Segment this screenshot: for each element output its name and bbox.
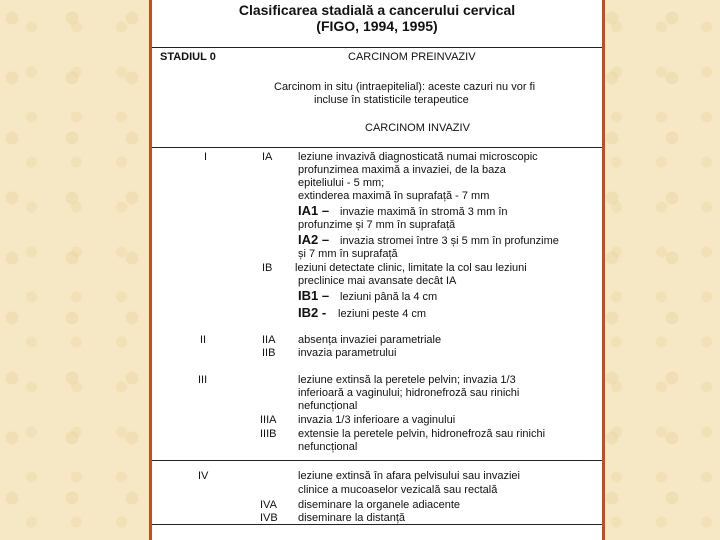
stage2-roman: II bbox=[200, 334, 207, 346]
stage-ib-line: preclinice mai avansate decât IA bbox=[298, 275, 457, 287]
stage3-line: nefuncțional bbox=[298, 400, 358, 412]
stage4-divider bbox=[152, 524, 602, 525]
stage-ia2-text2: și 7 mm în suprafață bbox=[298, 248, 398, 260]
stage-ia2-code: IA2 – bbox=[298, 232, 330, 247]
invasive-header: CARCINOM INVAZIV bbox=[365, 122, 470, 134]
stage3-line: leziune extinsă la peretele pelvin; invazia 1/3 bbox=[298, 374, 516, 386]
stage1-roman: I bbox=[204, 151, 208, 163]
stage-ia-line: epiteliului - 5 mm; bbox=[298, 177, 385, 189]
stage3-divider bbox=[152, 460, 602, 461]
stage4-roman: IV bbox=[198, 470, 209, 482]
document-subtitle: (FIGO, 1994, 1995) bbox=[316, 18, 438, 34]
stage4-line: clinice a mucoaselor vezicală sau rectală bbox=[298, 484, 498, 496]
stage3-line: inferioară a vaginului; hidronefroză sau rinichi bbox=[298, 387, 520, 399]
stage-iva-text: diseminare la organele adiacente bbox=[298, 499, 461, 511]
stage-ia1-text: invazie maximă în stromă 3 mm în bbox=[340, 206, 508, 218]
document-title: Clasificarea stadială a cancerului cervical bbox=[238, 2, 516, 18]
stage-ib2-text: leziuni peste 4 cm bbox=[338, 308, 427, 320]
stage-iia-text: absența invaziei parametriale bbox=[298, 334, 442, 346]
stage-iiib-text: extensie la peretele pelvin, hidronefroză sau rinichi bbox=[298, 428, 546, 440]
stage-iiia-text: invazia 1/3 inferioare a vaginului bbox=[298, 414, 456, 426]
stage0-text-line1: Carcinom in situ (intraepitelial): aceste cazuri nu vor fi bbox=[274, 81, 536, 93]
stage-ia2-text: invazia stromei între 3 și 5 mm în profunzime bbox=[340, 235, 559, 247]
stage0-divider bbox=[152, 147, 602, 148]
stage-iva-code: IVA bbox=[260, 499, 277, 511]
stage-iiib-text2: nefuncțional bbox=[298, 441, 358, 453]
stage-ib1-code: IB1 – bbox=[298, 288, 330, 303]
stage0-label: STADIUL 0 bbox=[160, 51, 216, 63]
stage-iia-code: IIA bbox=[262, 334, 276, 346]
stage-ib-line: leziuni detectate clinic, limitate la col sau leziuni bbox=[295, 262, 527, 274]
stage0-text-line2: incluse în statisticile terapeutice bbox=[314, 94, 469, 106]
stage-ib2-code: IB2 - bbox=[298, 305, 327, 320]
stage-ia1-text2: profunzime și 7 mm în suprafață bbox=[298, 219, 456, 231]
stage3-roman: III bbox=[198, 374, 208, 386]
document-page bbox=[149, 0, 605, 540]
stage-ia-code: IA bbox=[262, 151, 273, 163]
stage-iiib-code: IIIB bbox=[260, 428, 277, 440]
stage-iiia-code: IIIA bbox=[260, 414, 277, 426]
stage4-line: leziune extinsă în afara pelvisului sau invaziei bbox=[298, 470, 520, 482]
title-divider bbox=[152, 47, 602, 48]
stage-ia-line: extinderea maximă în suprafață - 7 mm bbox=[298, 190, 490, 202]
stage-iib-code: IIB bbox=[262, 347, 276, 359]
stage-ivb-text: diseminare la distanță bbox=[298, 512, 406, 524]
stage-ia1-code: IA1 – bbox=[298, 203, 330, 218]
stage0-header: CARCINOM PREINVAZIV bbox=[348, 51, 476, 63]
stage-ib-code: IB bbox=[262, 262, 273, 274]
stage-iib-text: invazia parametrului bbox=[298, 347, 397, 359]
stage-ia-line: profunzimea maximă a invaziei, de la baza bbox=[298, 164, 506, 176]
stage-ia-line: leziune invazivă diagnosticată numai microscopic bbox=[298, 151, 538, 163]
stage-ivb-code: IVB bbox=[260, 512, 278, 524]
stage-ib1-text: leziuni până la 4 cm bbox=[340, 291, 438, 303]
